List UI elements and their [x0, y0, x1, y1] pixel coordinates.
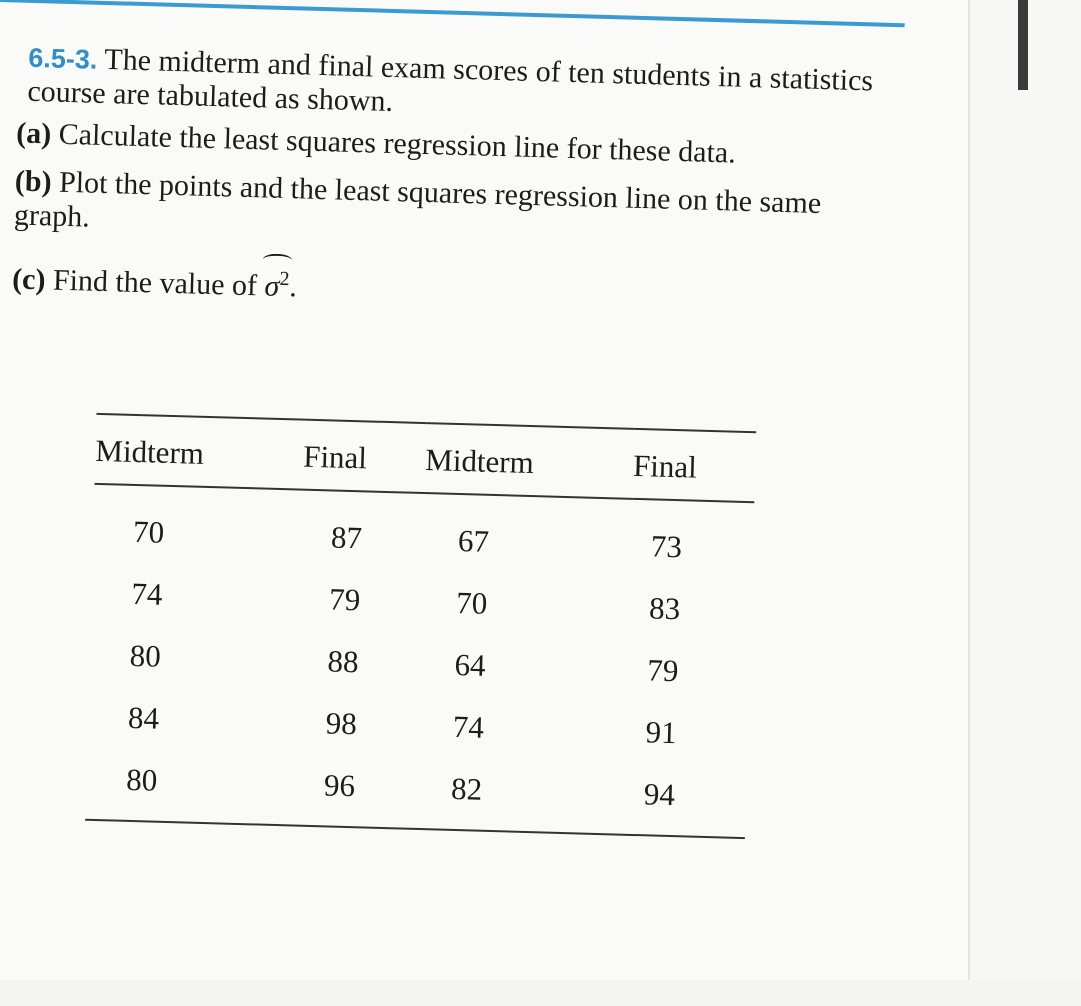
cell: 96 [323, 767, 356, 804]
header-midterm-2: Midterm [424, 442, 535, 481]
sigma-exponent: 2 [279, 267, 290, 291]
cell: 73 [650, 528, 683, 565]
part-a-label: (a) [15, 116, 52, 151]
cell: 80 [125, 761, 158, 798]
cell: 74 [452, 708, 485, 745]
cell: 70 [455, 584, 488, 621]
cell: 70 [132, 513, 165, 550]
cell: 84 [127, 699, 160, 736]
problem-number: 6.5-3. [27, 42, 98, 75]
part-b-label: (b) [14, 164, 53, 199]
part-c [12, 250, 893, 321]
problem-stem [27, 41, 899, 133]
binding-shadow [1018, 0, 1028, 90]
cell: 64 [454, 646, 487, 683]
hat-accent [263, 253, 292, 266]
section-rule [0, 0, 905, 27]
cell: 74 [130, 575, 163, 612]
header-midterm-1: Midterm [94, 432, 205, 471]
cell: 94 [643, 776, 676, 813]
cell: 91 [645, 714, 678, 751]
facing-page-edge [968, 0, 1081, 980]
part-b [14, 164, 896, 257]
header-final-1: Final [302, 438, 368, 476]
sigma-squared-hat [264, 258, 290, 305]
part-c-text: Find the value of [52, 263, 258, 303]
cell: 67 [457, 523, 490, 559]
cell: 83 [648, 590, 681, 627]
problem-6-5-3 [11, 41, 899, 321]
part-b-text: Plot the points and the least squares regression line on the same graph. [13, 165, 822, 234]
scores-table [85, 413, 756, 839]
problem-stem-text: The midterm and final exam scores of ten students in a statistics course are tabulated as shown. [27, 42, 874, 119]
cell: 79 [646, 652, 679, 689]
cell: 79 [328, 581, 361, 618]
sigma-symbol: σ [264, 269, 280, 303]
sigma-trailing: . [288, 270, 298, 304]
part-c-label: (c) [11, 262, 46, 297]
cell: 82 [450, 770, 483, 807]
cell: 87 [330, 519, 363, 556]
header-final-2: Final [632, 447, 698, 485]
part-a-text: Calculate the least squares regression line for these data. [58, 117, 737, 170]
cell: 98 [325, 705, 358, 742]
cell: 88 [327, 643, 360, 680]
cell: 80 [129, 637, 162, 674]
